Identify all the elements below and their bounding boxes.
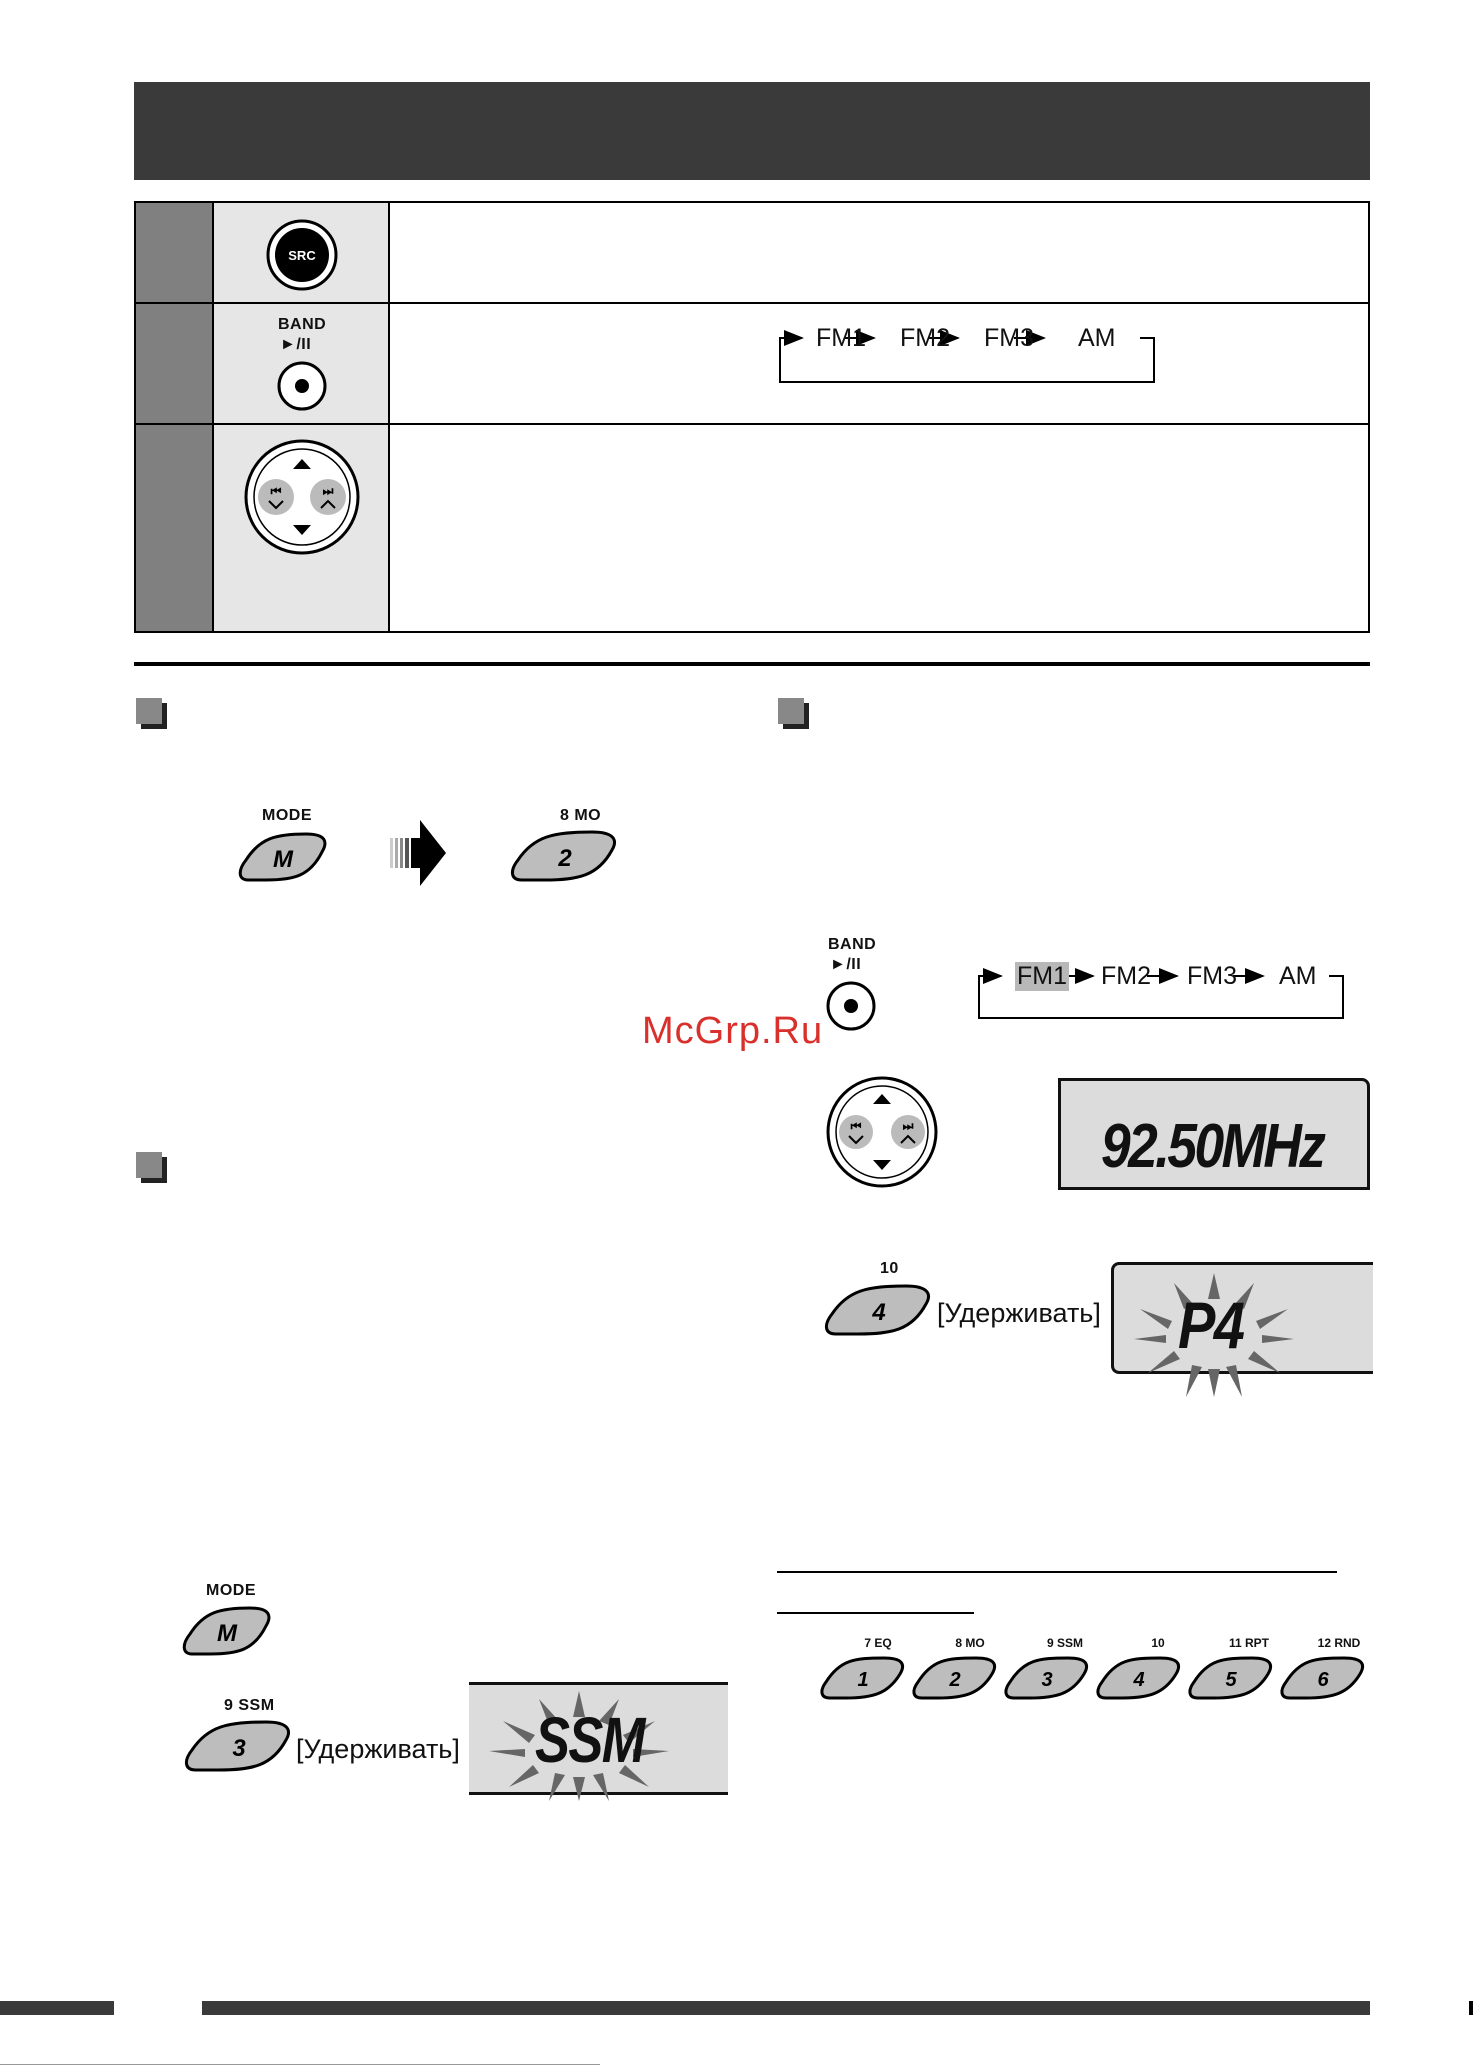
src-button-icon	[214, 203, 390, 302]
section-bullet	[136, 1152, 162, 1178]
svg-text:⏮: ⏮	[850, 1119, 862, 1133]
step-icon-cell	[214, 304, 390, 423]
preset-5-label: 11 RPT	[1228, 1636, 1270, 1650]
key4-label: 10	[880, 1260, 899, 1277]
preset-keys-row	[818, 1632, 1374, 1712]
preset-key-3b[interactable]	[1002, 1654, 1094, 1704]
step-row-3	[136, 425, 1368, 631]
section-header-bar	[134, 82, 1370, 180]
lcd-frequency-display	[1058, 1078, 1370, 1190]
preset-key-1[interactable]	[818, 1654, 910, 1704]
preset-1-label: 7 EQ	[864, 1636, 892, 1650]
cycle-item-selected: FM1	[1017, 962, 1067, 990]
key3-text: 3	[232, 1735, 246, 1762]
mode-label: MODE	[262, 807, 312, 824]
band-cycle-diagram	[778, 324, 1158, 384]
band-button-icon	[274, 358, 330, 414]
mode-key-text: M	[273, 846, 293, 873]
preset-key-5[interactable]	[1186, 1654, 1278, 1704]
key2-label: 8 MO	[560, 807, 602, 824]
lcd-preset-display	[1111, 1262, 1373, 1374]
footer-bar-edge	[1469, 2001, 1473, 2015]
footer-bar-right	[202, 2001, 1370, 2015]
preset-4-label: 10	[1151, 1636, 1165, 1650]
section-bullet	[778, 698, 804, 724]
band-cycle-diagram-2	[977, 962, 1347, 1022]
lcd-ssm-text: SSM	[535, 1704, 644, 1776]
step-number-cell	[136, 203, 214, 302]
preset-3-label: 9 SSM	[1046, 1636, 1083, 1650]
band-sublabel-2: ►/II	[830, 956, 862, 973]
preset-4-text: 4	[1133, 1669, 1145, 1691]
key2-text: 2	[558, 845, 572, 872]
seek-control-icon	[242, 437, 362, 557]
preset-3-text: 3	[1041, 1669, 1053, 1691]
bottom-edge-line	[0, 2064, 600, 2065]
cycle-item: FM1	[816, 324, 866, 352]
preset-1-text: 1	[857, 1669, 869, 1691]
step-row-1	[136, 203, 1368, 304]
band-label: BAND	[278, 316, 327, 333]
hold-text-2: [Удерживать]	[937, 1298, 1101, 1328]
mode-key-2-text: M	[217, 1620, 237, 1647]
key4-text: 4	[872, 1299, 886, 1326]
watermark: McGrp.Ru	[642, 1010, 824, 1052]
mode-key-2[interactable]	[180, 1604, 274, 1660]
step-icon-cell	[214, 203, 390, 302]
svg-text:⏮: ⏮	[270, 484, 282, 498]
preset-key-2b[interactable]	[910, 1654, 1002, 1704]
cycle-item: FM2	[1101, 962, 1151, 990]
band-button-icon-2[interactable]	[823, 978, 879, 1034]
preset-2-label: 8 MO	[955, 1636, 985, 1650]
cycle-item: AM	[1078, 324, 1116, 352]
band-sublabel: ►/II	[280, 336, 312, 353]
preset-key-3[interactable]	[182, 1718, 296, 1776]
key3-label: 9 SSM	[224, 1697, 275, 1714]
seek-control-icon-2[interactable]	[824, 1074, 940, 1190]
section-bullet	[136, 698, 162, 724]
mode-label-2: MODE	[206, 1582, 256, 1599]
steps-table	[134, 201, 1370, 633]
step-number-cell	[136, 425, 214, 631]
step-row-2	[136, 304, 1368, 425]
preset-key-4b[interactable]	[1094, 1654, 1186, 1704]
hold-text: [Удерживать]	[296, 1734, 460, 1764]
preset-key-4[interactable]	[822, 1282, 936, 1340]
preset-6-text: 6	[1317, 1669, 1329, 1691]
preset-lcd-text: P4	[1178, 1288, 1244, 1362]
section-divider	[134, 662, 1370, 666]
footer-bar-left	[0, 2001, 114, 2015]
step-icon-cell	[214, 425, 390, 631]
step-number-cell	[136, 304, 214, 423]
arrow-right-icon	[390, 820, 446, 886]
cycle-item: FM3	[1187, 962, 1237, 990]
preset-6-label: 12 RND	[1317, 1636, 1361, 1650]
frequency-text: 92.50MHz	[1101, 1112, 1324, 1181]
preset-2-text: 2	[949, 1669, 961, 1691]
svg-text:⏭: ⏭	[322, 484, 334, 498]
cycle-item: FM3	[984, 324, 1034, 352]
text-underline	[777, 1571, 1337, 1573]
src-button-label: SRC	[288, 248, 316, 263]
preset-key-2[interactable]	[508, 828, 622, 886]
cycle-item: FM2	[900, 324, 950, 352]
cycle-item: AM	[1279, 962, 1317, 990]
mode-key[interactable]	[236, 830, 330, 886]
preset-5-text: 5	[1225, 1669, 1237, 1691]
text-underline	[777, 1612, 974, 1614]
svg-text:⏭: ⏭	[902, 1119, 914, 1133]
band-label-2: BAND	[828, 936, 877, 953]
lcd-ssm-display	[469, 1682, 728, 1795]
preset-key-6[interactable]	[1278, 1654, 1370, 1704]
